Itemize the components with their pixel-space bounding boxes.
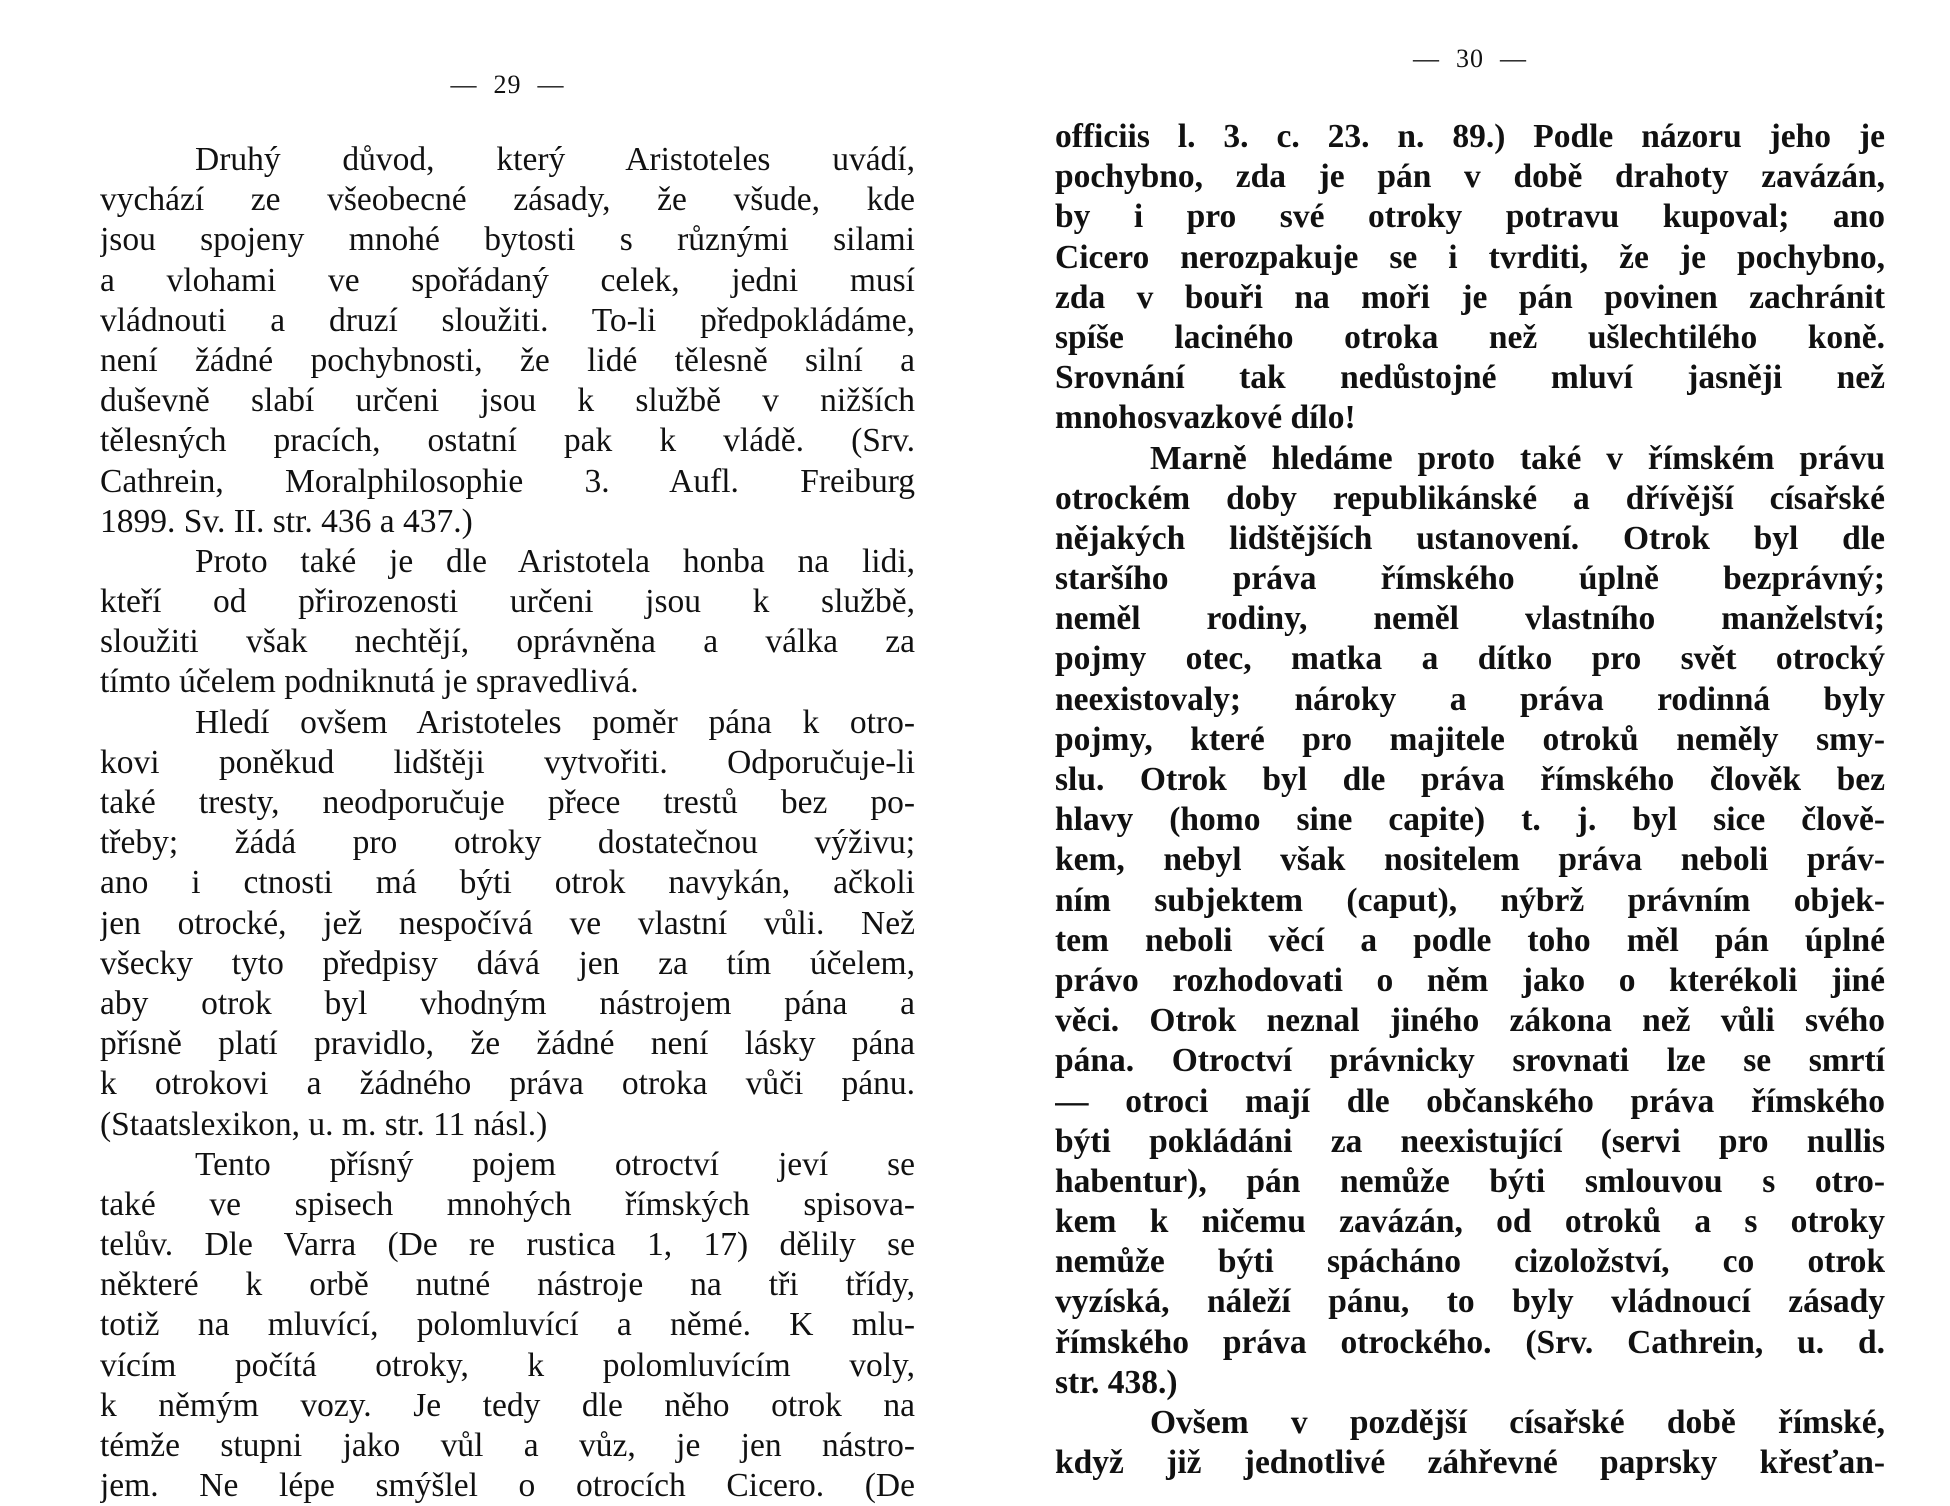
text-line: římského práva otrockého. (Srv. Cathrein, u. d. [1055, 1323, 1885, 1361]
text-line: aby otrok byl vhodným nástrojem pána a [100, 984, 915, 1022]
text-line: Druhý důvod, který Aristoteles uvádí, [195, 141, 915, 178]
text-line: Cathrein, Moralphilosophie 3. Aufl. Freiburg [100, 462, 915, 500]
text-line: Tento přísný pojem otroctví jeví se [195, 1145, 915, 1183]
text-line: pojmy, které pro majitele otroků neměly smy- [1055, 720, 1885, 758]
text-line: k němým vozy. Je tedy dle něho otrok na [100, 1386, 915, 1424]
page-number: — 29 — [100, 70, 915, 100]
text-line: a vlohami ve spořádaný celek, jedni musí [100, 261, 915, 299]
text-line: všecky tyto předpisy dává jen za tím účelem, [100, 944, 915, 982]
text-line: tělesných pracích, ostatní pak k vládě. (Srv. [100, 422, 915, 460]
page-number: — 30 — [1055, 44, 1885, 74]
text-line: officiis l. 3. c. 23. n. 89.) Podle názoru jeho je [1055, 118, 1885, 155]
text-line: pána. Otroctví právnicky srovnati lze se smrtí [1055, 1042, 1885, 1080]
text-line: věci. Otrok neznal jiného zákona než vůli svého [1055, 1002, 1885, 1040]
text-line: právo rozhodovati o něm jako o kterékoli jiné [1055, 961, 1885, 999]
text-line: vychází ze všeobecné zásady, že všude, kde [100, 181, 915, 219]
text-line: ním subjektem (caput), nýbrž právním objek- [1055, 881, 1885, 919]
text-line: Cicero nerozpakuje se i tvrditi, že je pochybno, [1055, 238, 1885, 276]
text-line: staršího práva římského úplně bezprávný; [1055, 560, 1885, 598]
text-line: mnohosvazkové dílo! [1055, 399, 1356, 437]
text-line: vládnouti a druzí sloužiti. To-li předpokládáme, [100, 301, 915, 339]
text-line: pochybno, zda je pán v době drahoty zavázán, [1055, 158, 1885, 196]
text-line: totiž na mluvící, polomluvící a němé. K mlu- [100, 1306, 915, 1344]
text-line: také tresty, neodporučuje přece trestů bez po- [100, 784, 915, 821]
page-text [100, 140, 915, 1506]
text-line: když již jednotlivé záhřevné paprsky křesťan- [1055, 1444, 1885, 1482]
text-line: kovi poněkud lidštěji vytvořiti. Odporučuje-li [100, 743, 915, 781]
text-line: ano i ctnosti má býti otrok navykán, ačkoli [100, 864, 915, 902]
text-line: k otrokovi a žádného práva otroka vůči pánu. [100, 1065, 915, 1103]
text-line: neměl rodiny, neměl vlastního manželství; [1055, 600, 1885, 638]
text-line: Proto také je dle Aristotela honba na lidi, [195, 542, 915, 580]
text-line: habentur), pán nemůže býti smlouvou s otro- [1055, 1162, 1885, 1200]
text-line: kem, nebyl však nositelem práva neboli práv- [1055, 841, 1885, 879]
text-line: přísně platí pravidlo, že žádné není lásky pána [100, 1025, 915, 1063]
text-line: tímto účelem podniknutá je spravedlivá. [100, 663, 639, 701]
text-line: otrockém doby republikánské a dřívější císařské [1055, 479, 1885, 517]
text-line: jem. Ne lépe smýšlel o otrocích Cicero. (De [100, 1467, 915, 1505]
text-line: také ve spisech mnohých římských spisova- [100, 1185, 915, 1223]
text-line: duševně slabí určeni jsou k službě v nižších [100, 382, 915, 420]
text-line: třeby; žádá pro otroky dostatečnou výživu; [100, 824, 915, 862]
text-line: Marně hledáme proto také v římském právu [1150, 439, 1885, 477]
text-line: vyzíská, náleží pánu, to byly vládnoucí zásady [1055, 1283, 1885, 1321]
text-line: str. 438.) [1055, 1363, 1178, 1401]
text-line: kem k ničemu zavázán, od otroků a s otroky [1055, 1203, 1885, 1241]
text-line: Srovnání tak nedůstojné mluví jasněji než [1055, 359, 1885, 397]
text-line: pojmy otec, matka a dítko pro svět otrocký [1055, 640, 1885, 678]
text-line: zda v bouři na moři je pán povinen zachránit [1055, 278, 1885, 316]
left-page [100, 0, 915, 1505]
text-line: jen otrocké, jež nespočívá ve vlastní vůli. Než [100, 904, 915, 942]
text-line: spíše laciného otroka než ušlechtilého koně. [1055, 318, 1885, 356]
text-line: kteří od přirozenosti určeni jsou k službě, [100, 583, 915, 621]
text-line: — otroci mají dle občanského práva římského [1055, 1082, 1885, 1120]
text-line: 1899. Sv. II. str. 436 a 437.) [100, 502, 473, 540]
text-line: není žádné pochybnosti, že lidé tělesně silní a [100, 341, 915, 379]
page-text [1055, 117, 1885, 1483]
text-line: některé k orbě nutné nástroje na tři třídy, [100, 1266, 915, 1304]
text-line: telův. Dle Varra (De re rustica 1, 17) dělily se [100, 1226, 915, 1264]
text-line: nějakých lidštějších ustanovení. Otrok byl dle [1055, 519, 1885, 557]
text-line: vícím počítá otroky, k polomluvícím voly, [100, 1346, 915, 1384]
text-line: býti pokládáni za neexistující (servi pro nullis [1055, 1122, 1885, 1160]
text-line: (Staatslexikon, u. m. str. 11 násl.) [100, 1105, 548, 1143]
text-line: sloužiti však nechtějí, oprávněna a válka za [100, 623, 915, 661]
text-line: Hledí ovšem Aristoteles poměr pána k otro- [195, 703, 915, 741]
text-line: neexistovaly; nároky a práva rodinná byly [1055, 680, 1885, 718]
right-page [1055, 0, 1885, 1500]
text-line: Ovšem v pozdější císařské době římské, [1150, 1404, 1885, 1441]
text-line: tem neboli věcí a podle toho měl pán úplné [1055, 921, 1885, 959]
text-line: by i pro své otroky potravu kupoval; ano [1055, 198, 1885, 236]
text-line: jsou spojeny mnohé bytosti s různými silami [100, 221, 915, 259]
text-line: hlavy (homo sine capite) t. j. byl sice člově- [1055, 801, 1885, 839]
text-line: nemůže býti spácháno cizoložství, co otrok [1055, 1243, 1885, 1281]
text-line: slu. Otrok byl dle práva římského člověk bez [1055, 761, 1885, 798]
text-line: témže stupni jako vůl a vůz, je jen nástro- [100, 1427, 915, 1464]
